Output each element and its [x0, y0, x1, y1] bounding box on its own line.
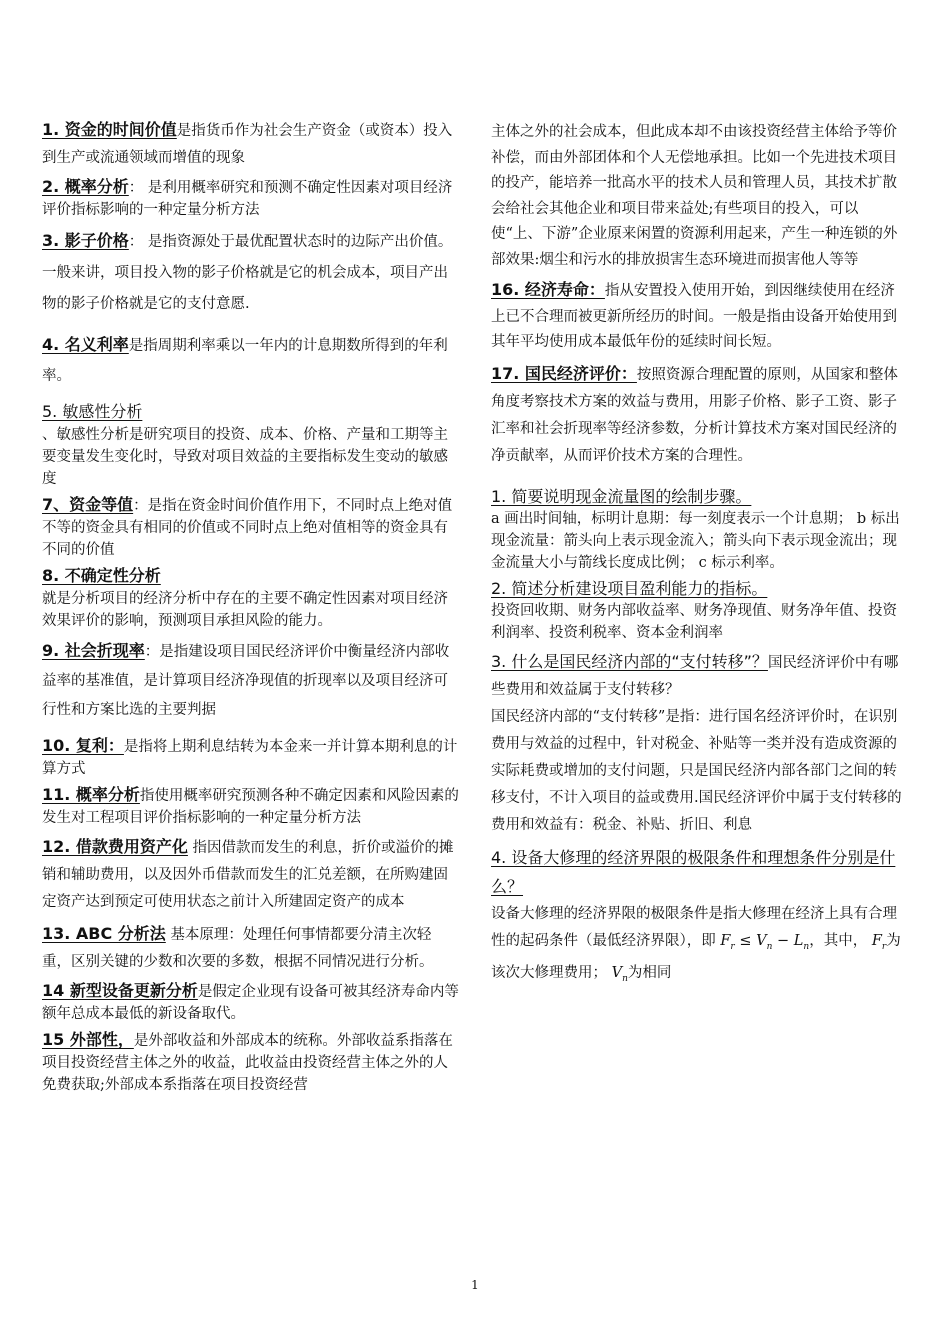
term-body: ： 是利用概率研究和预测不确定性因素对项目经济评价指标影响的一种定量分析方法: [42, 180, 453, 218]
term-11: [42, 784, 460, 829]
term-12: [42, 833, 460, 916]
term-1: [42, 116, 460, 172]
question-title: 2. 简述分析建设项目盈利能力的指标。: [491, 578, 768, 598]
formula-tail: ，其中，: [809, 932, 868, 949]
term-9: [42, 636, 460, 725]
question-3: [491, 648, 909, 839]
term-title: 14 新型设备更新分析: [42, 981, 198, 1000]
question-answer: a 画出时间轴，标明计息期：每一刻度表示一个计息期； b 标出现金流量：箭头向上表示现金流入；箭头向下表示现金流出；现金流量大小与箭线长度成比例； c 标示利率。: [491, 510, 900, 571]
term-7: [42, 494, 460, 561]
question-2: [491, 578, 909, 644]
term-title: 3. 影子价格: [42, 231, 129, 250]
term-body: 是指将上期利息结转为本金来一并计算本期利息的计算方式: [42, 739, 458, 777]
formula-vn: $V_n$: [611, 965, 628, 985]
term-body: 是假定企业现有设备可被其经济寿命内等额年总成本最低的新设备取代。: [42, 984, 459, 1022]
term-title: 7、资金等值: [42, 495, 134, 514]
question-answer: 投资回收期、财务内部收益率、财务净现值、财务净年值、投资利润率、投资利税率、资本金利润率: [491, 602, 897, 641]
term-2: [42, 176, 460, 221]
fr-text: 为该次大修理费用；: [491, 932, 901, 982]
question-1: [491, 486, 909, 574]
term-title: 12. 借款费用资产化: [42, 837, 188, 856]
question-title: 1. 简要说明现金流量图的绘制步骤。: [491, 486, 752, 506]
question-title: 4. 设备大修理的经济界限的极限条件和理想条件分别是什么？: [491, 847, 896, 896]
term-body: 就是分析项目的经济分析中存在的主要不确定性因素对项目经济效果评价的影响，预测项目承担风险的能力。: [42, 591, 448, 629]
term-title: 13. ABC 分析法: [42, 924, 166, 943]
term-16: [491, 277, 909, 356]
term-title: 1. 资金的时间价值: [42, 120, 177, 139]
formula-fr: $F_r$: [871, 932, 887, 952]
term-13: [42, 920, 460, 976]
term-title: 15 外部性，: [42, 1030, 134, 1049]
term-body: 指使用概率研究预测各种不确定因素和风险因素的发生对工程项目评价指标影响的一种定量分析方法: [42, 788, 459, 826]
term-body: 按照资源合理配置的原则，从国家和整体角度考察技术方案的效益与费用，用影子价格、影子工资、影子汇率和社会折现率等经济参数，分析计算技术方案对国民经济的净贡献率，从而评价技术方案的合理性。: [491, 366, 898, 464]
term-title: 11. 概率分析: [42, 785, 140, 804]
question-title-tail: 国民经济评价中有哪些费用和效益属于支付转移？: [491, 654, 899, 698]
term-body: ： 是指资源处于最优配置状态时的边际产出价值。一般来讲，项目投入物的影子价格就是它的机会成本，项目产出物的影子价格就是它的支付意愿.: [42, 234, 453, 312]
term-4: [42, 330, 460, 391]
term-10: [42, 735, 460, 780]
vn-text: 为相同: [627, 965, 672, 982]
term-15: [42, 1029, 460, 1096]
left-column: [42, 116, 460, 1100]
question-answer: 国民经济内部的“支付转移”是指：进行国名经济评价时，在识别费用与效益的过程中，针对税金、补贴等一类并没有造成资源的实际耗费或增加的支付问题，只是国民经济内部各部门之间的转移支付，不计入项目的益或费用.国民经济评价中属于支付转移的费用和效益有：税金、补贴、折旧、利息: [491, 708, 902, 833]
term-title: 5. 敏感性分析: [42, 402, 143, 421]
term-15-continuation: 主体之外的社会成本，但此成本却不由该投资经营主体给予等价补偿，而由外部团体和个人无偿地承担。比如一个先进技术项目的投产，能培养一批高水平的技术人员和管理人员，其技术扩散会给社会其他企业和项目带来益处;有些项目的投入，可以使“上、下游”企业原来闲置的资源利用起来，产生一种连锁的外部效果:烟尘和污水的排放损害生态环境进而损害他人等等: [491, 124, 898, 268]
question-answer: [491, 901, 909, 994]
term-body: ：是指在资金时间价值作用下，不同时点上绝对值不等的资金具有相同的价值或不同时点上绝对值相等的资金具有不同的价值: [42, 498, 453, 558]
term-body: 指从安置投入使用开始，到因继续使用在经济上已不合理而被更新所经历的时间。一般是指由设备开始使用到其年平均使用成本最低年份的延续时间长短。: [491, 283, 897, 350]
term-body: 指因借款而发生的利息，折价或溢价的摊销和辅助费用，以及因外币借款而发生的汇兑差额，在所购建固定资产达到预定可使用状态之前计入所建固定资产的成本: [42, 840, 454, 910]
formula: $F_r \le V_n - L_n$: [720, 932, 810, 952]
term-body: 是指周期利率乘以一年内的计息期数所得到的年利率。: [42, 338, 448, 384]
term-title: 8. 不确定性分析: [42, 566, 161, 585]
term-17: [491, 360, 909, 470]
term-title: 10. 复利：: [42, 736, 124, 755]
page-number: 1: [471, 1278, 479, 1292]
term-body: 是指货币作为社会生产资金（或资本）投入到生产或流通领域而增值的现象: [42, 123, 453, 166]
term-title: 9. 社会折现率: [42, 641, 145, 660]
term-title: 4. 名义利率: [42, 335, 129, 354]
right-column: [491, 120, 909, 997]
term-body: 是外部收益和外部成本的统称。外部收益系指落在项目投资经营主体之外的收益，此收益由投资经营主体之外的人免费获取;外部成本系指落在项目投资经营: [42, 1033, 453, 1093]
term-3: [42, 225, 460, 320]
term-5: [42, 401, 460, 490]
term-body: 基本原理：处理任何事情都要分清主次轻重，区别关键的少数和次要的多数，根据不同情况进行分析。: [42, 927, 434, 970]
question-title: 3. 什么是国民经济内部的“支付转移”？: [491, 651, 768, 671]
question-4: [491, 843, 909, 994]
term-title: 16. 经济寿命：: [491, 280, 605, 299]
term-title: 2. 概率分析: [42, 177, 129, 196]
term-body: 、敏感性分析是研究项目的投资、成本、价格、产量和工期等主要变量发生变化时，导致对项目效益的主要指标发生变动的敏感度: [42, 427, 448, 487]
term-body: ：是指建设项目国民经济评价中衡量经济内部收益率的基准值，是计算项目经济净现值的折现率以及项目经济可行性和方案比选的主要判据: [42, 644, 450, 718]
term-14: [42, 980, 460, 1025]
term-8: [42, 565, 460, 632]
term-title: 17. 国民经济评价：: [491, 363, 637, 383]
answer-text: 设备大修理的经济界限的极限条件是指大修理在经济上具有合理性的起码条件（最低经济界限），即: [491, 905, 897, 949]
